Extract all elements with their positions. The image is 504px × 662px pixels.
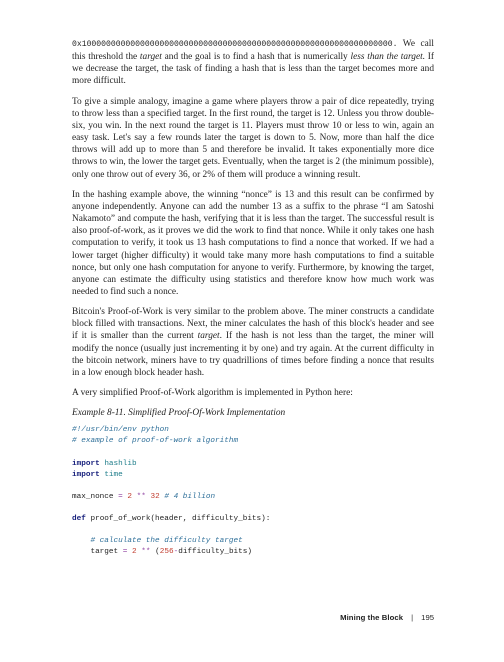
code-comment: # calculate the difficulty target [90,537,243,546]
code-line-blank [72,481,434,492]
inline-code-target-value: 0x1000000000000000000000000000000000000000000000000000000000000000. [72,40,398,49]
code-line-def [72,514,434,525]
code-number: 2 [132,548,137,557]
code-line-blank [72,447,434,458]
code-line-target-comment [72,536,434,547]
code-line-comment: # example of proof-of-work algorithm [72,437,239,446]
paragraph-dice-analogy: To give a simple analogy, imagine a game where players throw a pair of dice repeatedly, trying to throw less than a specified target. In the first round, the target is 12. Unless you throw double-six, you win. In the next round the target is 11. Players must throw 10 or less to win, again an easy task. Let's say a few rounds later the target is down to 5. Now, more than half the dice throws will add up to more than 5 and therefore be invalid. It takes exponentially more dice throws to win, the lower the target gets. Eventually, when the target is 2 (the minimum possible), only one throw out of every 36, or 2% of them will produce a winning result. [72,96,434,180]
text-run: . If the hash is not less than the target, the miner will modify the nonce (usually just incrementing it by one) and try again. At the current difficulty in the bitcoin network, miners have to try quadrillions of times before finding a nonce that results in a low enough block header hash. [72,331,434,378]
code-keyword: import [72,459,100,468]
text-run: and the goal is to find a hash that is numerically [161,52,351,63]
text-run: We call this threshold the [72,39,434,63]
code-paren: ( [155,548,160,557]
code-line-import-time [72,470,434,481]
code-line-shebang: #!/usr/bin/env python [72,426,169,435]
paragraph-python-intro: A very simplified Proof-of-Work algorithm is implemented in Python here: [72,388,353,399]
footer-separator: | [411,613,414,622]
code-identifier: difficulty_bits) [178,548,253,557]
code-comment: # 4 billion [164,492,216,501]
page-footer [0,613,434,622]
page-body [72,38,434,558]
code-number: 2 [127,492,133,501]
footer-section-title: Mining the Block [340,613,404,622]
code-line-blank [72,503,434,514]
paragraph-bitcoin-pow [72,306,434,379]
code-block [72,425,434,558]
italic-term-target: target [197,331,220,342]
paragraph-nonce-example: In the hashing example above, the winning “nonce” is 13 and this result can be confirmed by anyone independently. Anyone can add the number 13 as a suffix to the phrase “I am Satoshi Nakamoto” and compute the hash, verifying that it is less than the target. The successful result is also proof-of-work, as it proves we did the work to find that nonce. While it only takes one hash computation to verify, it took us 13 hash computations to find a nonce that worked. If we had a lower target (higher difficulty) it would take many more hash computations to find a suitable nonce, but only one hash computation for anyone to verify. Furthermore, by knowing the target, anyone can estimate the difficulty using statistics and therefore know how much work was needed to find such a nonce. [72,189,434,297]
code-line-import-hashlib [72,459,434,470]
code-keyword: def [72,514,86,523]
example-caption: Example 8-11. Simplified Proof-Of-Work Implementation [72,408,286,419]
text-run: If we decrease the target, the task of finding a hash that is less than the target becomes more and more difficult. [72,52,435,87]
footer-page-number: 195 [421,613,434,622]
code-operator: ** [136,492,146,501]
code-operator: ** [141,548,151,557]
code-module: time [104,470,123,479]
code-function-signature: proof_of_work(header, difficulty_bits): [90,514,271,523]
code-line-target-assign [72,547,434,558]
italic-term-target: target [139,52,162,63]
code-line-blank [72,525,434,536]
paragraph-target-definition [72,38,434,88]
code-operator: - [173,548,179,557]
code-module: hashlib [104,459,137,468]
code-operator: = [122,548,128,557]
code-number: 32 [150,492,160,501]
code-identifier: target [90,548,123,557]
code-keyword: import [72,470,100,479]
italic-term-less-than: less than the target. [350,52,426,63]
code-line-max-nonce [72,492,434,503]
code-identifier: max_nonce [72,492,119,501]
text-run: Bitcoin's Proof-of-Work is very similar to the problem above. The miner constructs a candidate block filled with transactions. Next, the miner calculates the hash of this block's header and see if it is smaller than the current [72,307,434,342]
code-number: 256 [159,548,174,557]
code-operator: = [118,492,123,501]
